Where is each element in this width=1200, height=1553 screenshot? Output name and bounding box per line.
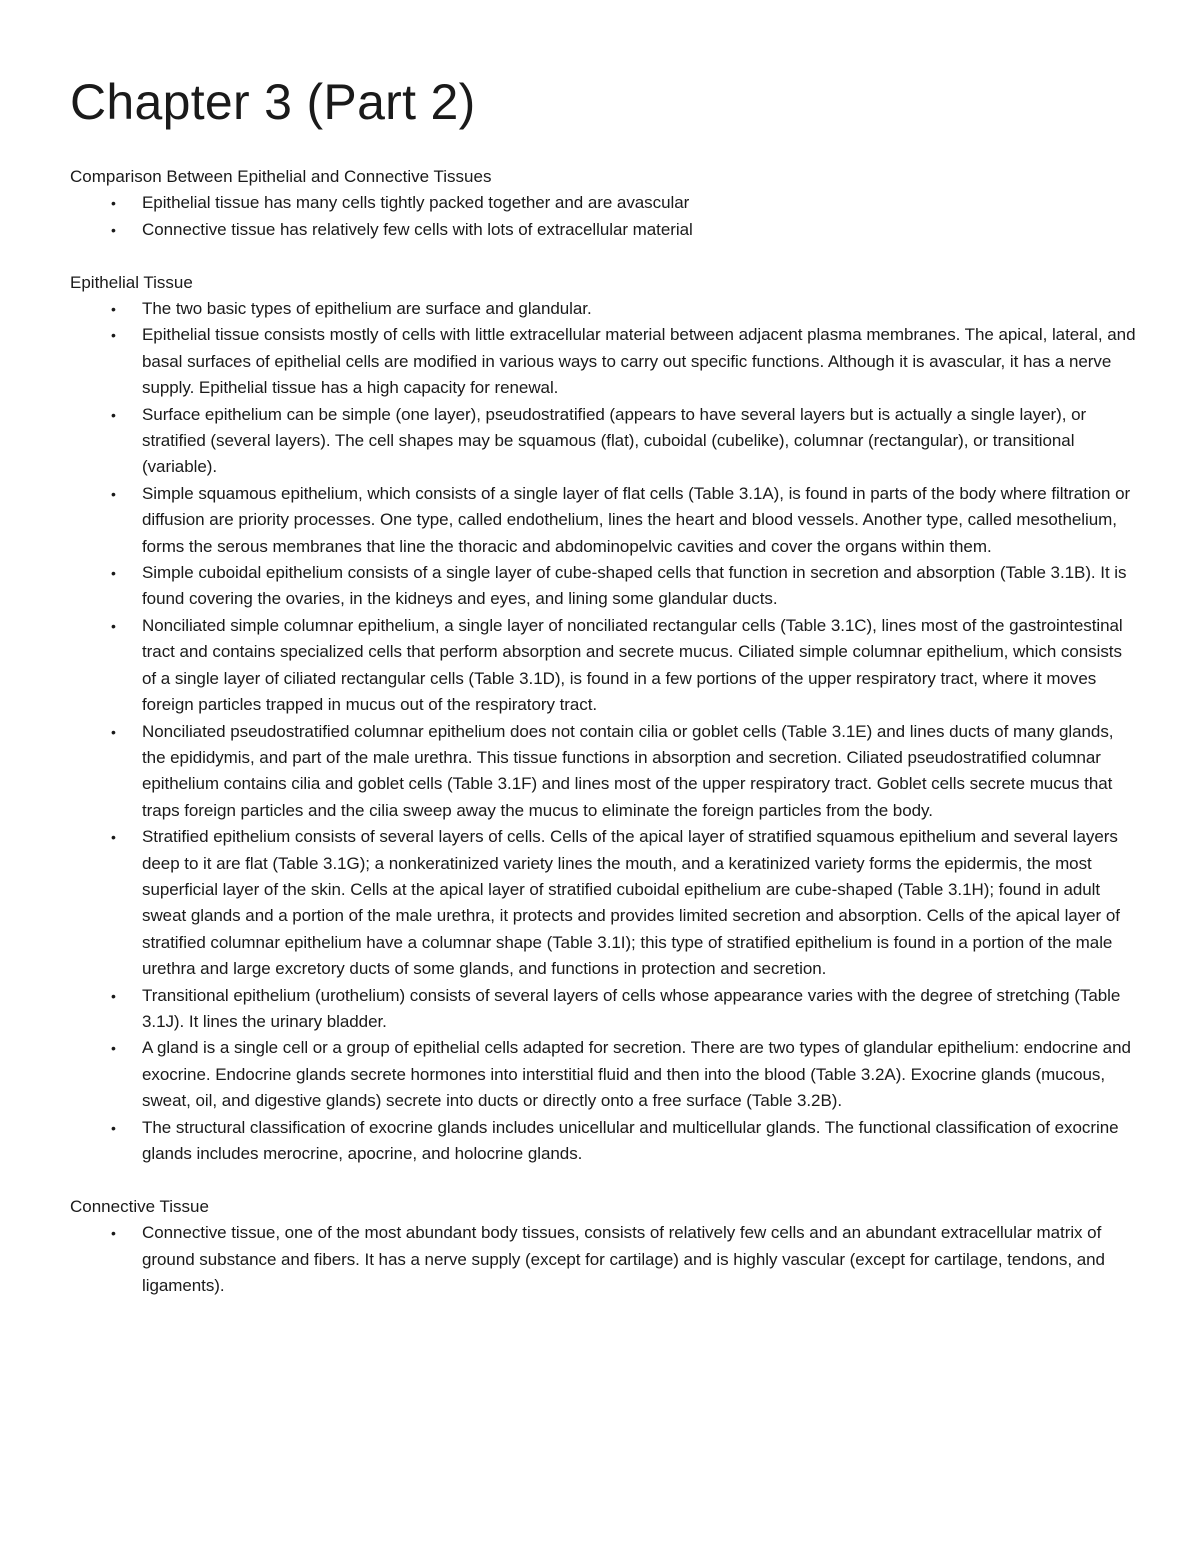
bullet-icon: • [111,1119,116,1136]
spacer [70,1167,1140,1193]
list-item-text: Transitional epithelium (urothelium) consists of several layers of cells whose appearance varies with the degree of stretching (Table 3.1J). It lines the urinary bladder. [142,985,1121,1031]
section-heading: Epithelial Tissue [70,272,193,292]
bullet-icon: • [111,987,116,1004]
section-comparison [70,164,1140,243]
document-page [70,70,1140,1299]
bullet-list [70,190,1140,243]
list-item-text: Stratified epithelium consists of several layers of cells. Cells of the apical layer of stratified squamous epithelium and several layers deep to it are flat (Table 3.1G); a nonkeratinized variety lines the mouth, and a keratinized variety forms the epidermis, the most superficial layer of the skin. Cells at the apical layer of stratified cuboidal epithelium are cube-shaped (Table 3.1H); found in adult sweat glands and a portion of the male urethra, it protects and provides limited secretion and absorption. Cells of the apical layer of stratified columnar epithelium have a columnar shape (Table 3.1I); this type of stratified epithelium is found in a portion of the male urethra and large excretory ducts of some glands, and functions in protection and secretion. [142,827,1120,979]
list-item [111,1115,1140,1168]
list-item [111,322,1140,401]
list-item-text: The structural classification of exocrine glands includes unicellular and multicellular glands. The functional classification of exocrine glands includes merocrine, apocrine, and holocrine glands. [142,1117,1119,1164]
list-item-text: A gland is a single cell or a group of epithelial cells adapted for secretion. There are two types of glandular epithelium: endocrine and exocrine. Endocrine glands secrete hormones into interstitial fluid and then into the blood (Table 3.2A). Exocrine glands (mucous, sweat, oil, and digestive glands) secrete into ducts or directly onto a free surface (Table 3.2B). [142,1038,1131,1111]
list-item [111,560,1140,613]
list-item-text: Surface epithelium can be simple (one layer), pseudostratified (appears to have several layers but is actually a single layer), or stratified (several layers). The cell shapes may be squamous (flat), cuboidal (cubelike), columnar (rectangular), or transitional (variable). [142,404,1087,477]
bullet-icon: • [111,565,116,582]
bullet-icon: • [111,221,116,238]
list-item-text: Nonciliated simple columnar epithelium, a single layer of nonciliated rectangular cells (Table 3.1C), lines most of the gastrointestinal tract and contains specialized cells that perform absorption and secrete mucus. Ciliated simple columnar epithelium, which consists of a single layer of ciliated rectangular cells (Table 3.1D), is found in a few portions of the upper respiratory tract, where it moves foreign particles trapped in mucus out of the respiratory tract. [142,615,1123,715]
bullet-list [70,1220,1140,1299]
list-item [111,402,1140,481]
list-item [111,217,1140,243]
bullet-icon: • [111,485,116,502]
bullet-icon: • [111,829,116,846]
section-epithelial [70,270,1140,1168]
list-item-text: Epithelial tissue has many cells tightly packed together and are avascular [142,193,690,213]
list-item [111,190,1140,216]
section-heading: Connective Tissue [70,1196,209,1216]
list-item [111,1035,1140,1114]
list-item-text: Epithelial tissue consists mostly of cells with little extracellular material between adjacent plasma membranes. The apical, lateral, and basal surfaces of epithelial cells are modified in various ways to carry out specific functions. Although it is avascular, it has a nerve supply. Epithelial tissue has a high capacity for renewal. [142,325,1136,398]
bullet-icon: • [111,1040,116,1057]
page-title: Chapter 3 (Part 2) [70,74,476,130]
list-item [111,481,1140,560]
bullet-icon: • [111,195,116,212]
list-item-text: Nonciliated pseudostratified columnar epithelium does not contain cilia or goblet cells (Table 3.1E) and lines ducts of many glands, the epididymis, and part of the male urethra. This tissue functions in absorption and secretion. Ciliated pseudostratified columnar epithelium contains cilia and goblet cells (Table 3.1F) and lines most of the upper respiratory tract. Goblet cells secrete mucus that traps foreign particles and the cilia sweep away the mucus to eliminate the foreign particles from the body. [142,721,1114,820]
bullet-icon: • [111,301,116,318]
bullet-icon: • [111,617,116,634]
list-item-text: Connective tissue has relatively few cells with lots of extracellular material [142,219,693,239]
list-item-text: Simple squamous epithelium, which consists of a single layer of flat cells (Table 3.1A), is found in parts of the body where filtration or diffusion are priority processes. One type, called endothelium, lines the heart and blood vessels. Another type, called mesothelium, forms the serous membranes that line the thoracic and abdominopelvic cavities and cover the organs within them. [142,483,1131,556]
list-item-text: Simple cuboidal epithelium consists of a single layer of cube-shaped cells that function in secretion and absorption (Table 3.1B). It is found covering the ovaries, in the kidneys and eyes, and lining some glandular ducts. [142,563,1127,609]
list-item-text: The two basic types of epithelium are surface and glandular. [142,299,592,319]
bullet-icon: • [111,723,116,740]
list-item [111,824,1140,982]
bullet-icon: • [111,406,116,423]
list-item [111,719,1140,825]
bullet-icon: • [111,327,116,344]
section-connective [70,1194,1140,1300]
bullet-list [70,296,1140,1167]
list-item-text: Connective tissue, one of the most abundant body tissues, consists of relatively few cells and an abundant extracellular matrix of ground substance and fibers. It has a nerve supply (except for cartilage) and is highly vascular (except for cartilage, tendons, and ligaments). [142,1223,1105,1296]
spacer [70,243,1140,269]
list-item [111,1220,1140,1299]
section-heading: Comparison Between Epithelial and Connective Tissues [70,167,492,186]
list-item [111,983,1140,1036]
bullet-icon: • [111,1225,116,1242]
list-item [111,613,1140,719]
list-item [111,296,1140,322]
